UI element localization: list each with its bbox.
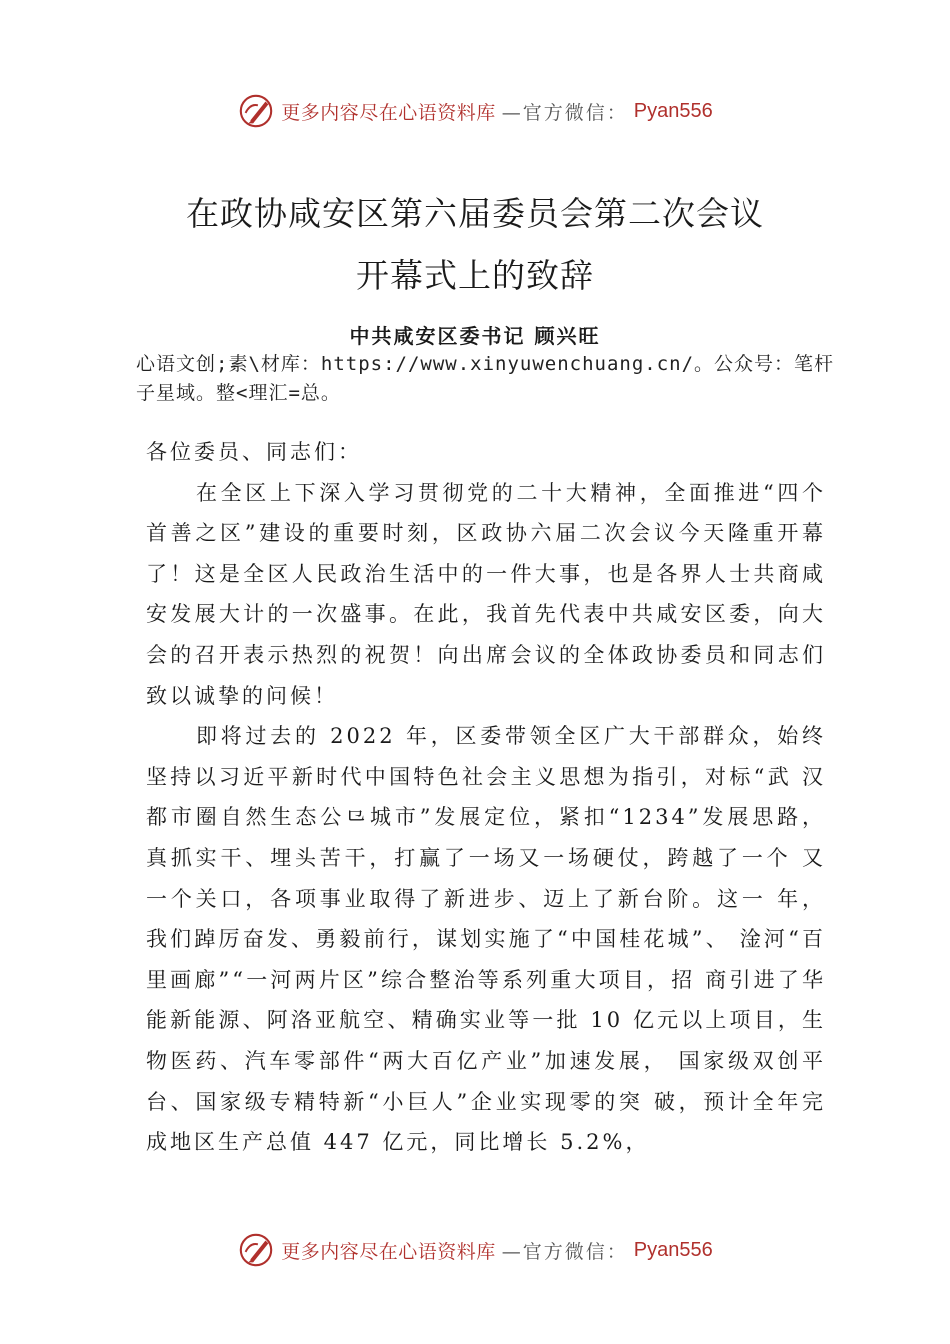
salutation: 各位委员、同志们： xyxy=(146,440,362,464)
paragraph-1: 在全区上下深入学习贯彻党的二十大精神，全面推进“四个首善之区”建设的重要时刻，区政协六届二次会议今天隆重开幕了！这是全区人民政治生活中的一件大事，也是各界人士共商咸安发展大计的一次盛事。在此，我首先代表中共咸安区委，向大会的召开表示热烈的祝贺！向出席会议的全体政协委员和同志们致以诚挚的问候！ xyxy=(146,480,826,708)
document-title-line1: 在政协咸安区第六届委员会第二次会议 xyxy=(186,194,764,233)
document-body xyxy=(146,432,826,1163)
banner-wechat-label: —官方微信： xyxy=(501,101,628,124)
brush-logo-icon xyxy=(237,92,275,130)
banner-wechat-id: Pyan556 xyxy=(633,1238,713,1261)
header-banner xyxy=(0,92,950,130)
banner-wechat-id: Pyan556 xyxy=(633,99,713,122)
paragraph-2: 即将过去的 2022 年，区委带领全区广大干部群众，始终坚持以习近平新时代中国特色社会主义思想为指引，对标“武 汉都市圈自然生态公⺋城市”发展定位，紧扣“1234”发展思路， 真抓实干、埋头苦干，打赢了一场又一场硬仗，跨越了一个 又一个关口，各项事业取得了新进步、迈上了新台阶。这一 年，我们踔厉奋发、勇毅前行，谋划实施了“中国桂花城”、 淦河“百里画廊”“一河两片区”综合整治等系列重大项目，招 商引进了华能新能源、阿洛亚航空、精确实业等一批 10 亿元以上项目，生物医药、汽车零部件“两大百亿产业”加速发展， 国家级双创平台、国家级专精特新“小巨人”企业实现零的突 破，预计全年完成地区生产总值 447 亿元，同比增长 5.2%， xyxy=(146,724,826,1155)
brush-logo-icon xyxy=(237,1231,275,1269)
footer-banner xyxy=(0,1231,950,1269)
source-note: 心语文创;素\材库：https://www.xinyuwenchuang.cn/。公众号：笔杆子星域。整<理汇=总。 xyxy=(136,353,835,404)
document-author: 中共咸安区委书记 顾兴旺 xyxy=(349,324,601,348)
banner-slogan: 更多内容尽在心语资料库 xyxy=(281,101,496,124)
banner-wechat-label: —官方微信： xyxy=(501,1240,628,1263)
banner-slogan: 更多内容尽在心语资料库 xyxy=(281,1240,496,1263)
document-title-line2: 开幕式上的致辞 xyxy=(356,256,594,295)
